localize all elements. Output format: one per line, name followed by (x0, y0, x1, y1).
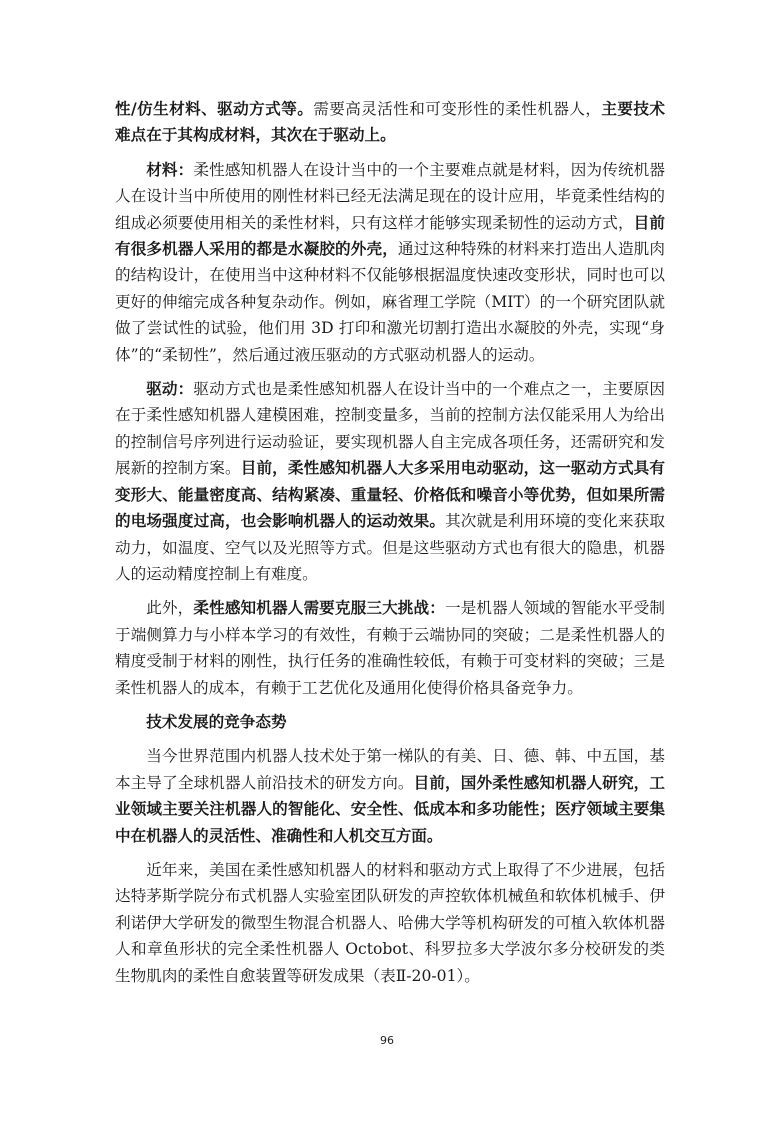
competition-bold: 目前，国外柔性感知机器人研究，工业领域主要关注机器人的智能化、安全性、低成本和多功能性；医疗领域主要集中在机器人的灵活性、准确性和人机交互方面。 (115, 773, 665, 845)
section-heading: 技术发展的竞争态势 (146, 712, 287, 731)
drive-label: 驱动： (146, 380, 194, 399)
materials-text-2: 通过这种特殊的材料来打造出人造肌肉的结构设计，在使用当中这种材料不仅能够根据温度快速改变形状，同时也可以更好的伸缩完成各种复杂动作。例如，麻省理工学院（MIT）的一个研究团队就做了尝试性的试验，他们用 3D 打印和激光切割打造出水凝胶的外壳，实现“身体”的“柔韧性”，然后通过液压驱动的方式驱动机器人的运动。 (115, 240, 665, 364)
intro-bold-2: 主要技术难点在于其构成材料，其次在于驱动上。 (115, 100, 665, 145)
paragraph-materials (115, 157, 665, 368)
drive-text-1: 驱动方式也是柔性感知机器人在设计当中的一个难点之一，主要原因在于柔性感知机器人建模困难，控制变量多，当前的控制方法仅能采用人为给出的控制信号序列进行运动验证，要实现机器人自主完成各项任务，还需研究和发展新的控制方案。 (115, 380, 665, 478)
drive-text-2: 其次就是利用环境的变化来获取动力，如温度、空气以及光照等方式。但是这些驱动方式也有很大的隐患，机器人的运动精度控制上有难度。 (115, 512, 665, 583)
materials-text-1: 柔性感知机器人在设计当中的一个主要难点就是材料，因为传统机器人在设计当中所使用的刚性材料已经无法满足现在的设计应用，毕竟柔性结构的组成必须要使用相关的柔性材料，只有这样才能够实现柔韧性的运动方式， (115, 160, 665, 232)
drive-bold: 目前，柔性感知机器人大多采用电动驱动，这一驱动方式具有变形大、能量密度高、结构紧凑、重量轻、价格低和噪音小等优势，但如果所需的电场强度过高，也会影响机器人的运动效果。 (115, 459, 665, 531)
materials-label: 材料： (146, 160, 194, 179)
competition-text-1: 当今世界范围内机器人技术处于第一梯队的有美、日、德、韩、中五国，基本主导了全球机器人前沿技术的研发方向。 (115, 747, 665, 792)
materials-bold: 目前有很多机器人采用的都是水凝胶的外壳， (115, 213, 665, 259)
paragraph-competition (115, 743, 665, 849)
us-progress-text: 近年来，美国在柔性感知机器人的材料和驱动方式上取得了不少进展，包括达特茅斯学院分布式机器人实验室团队研发的声控软体机械鱼和软体机械手、伊利诺伊大学研发的微型生物混合机器人、哈佛大学等机构研发的可植入软体机器人和章鱼形状的完全柔性机器人 Octobot、科罗拉多大学波尔多分校研发的类生物肌肉的柔性自愈装置等研发成果（表Ⅱ-20-01）。 (115, 860, 665, 985)
document-body (115, 96, 665, 997)
paragraph-drive (115, 376, 665, 587)
challenges-text-1: 此外， (146, 599, 194, 618)
paragraph-us-progress (115, 857, 665, 989)
page-number: 96 (380, 1034, 394, 1047)
intro-text-1: 需要高灵活性和可变形性的柔性机器人， (313, 100, 602, 118)
challenges-text-2: 一是机器人领域的智能水平受制于端侧算力与小样本学习的有效性，有赖于云端协同的突破；二是柔性机器人的精度受制于材料的刚性，执行任务的准确性较低，有赖于可变材料的突破；三是柔性机器人的成本，有赖于工艺优化及通用化使得价格具备竞争力。 (115, 599, 665, 697)
challenges-bold: 柔性感知机器人需要克服三大挑战： (193, 599, 445, 618)
paragraph-intro (115, 96, 665, 149)
intro-bold-1: 性/仿生材料、驱动方式等。 (115, 100, 314, 118)
paragraph-challenges (115, 595, 665, 701)
